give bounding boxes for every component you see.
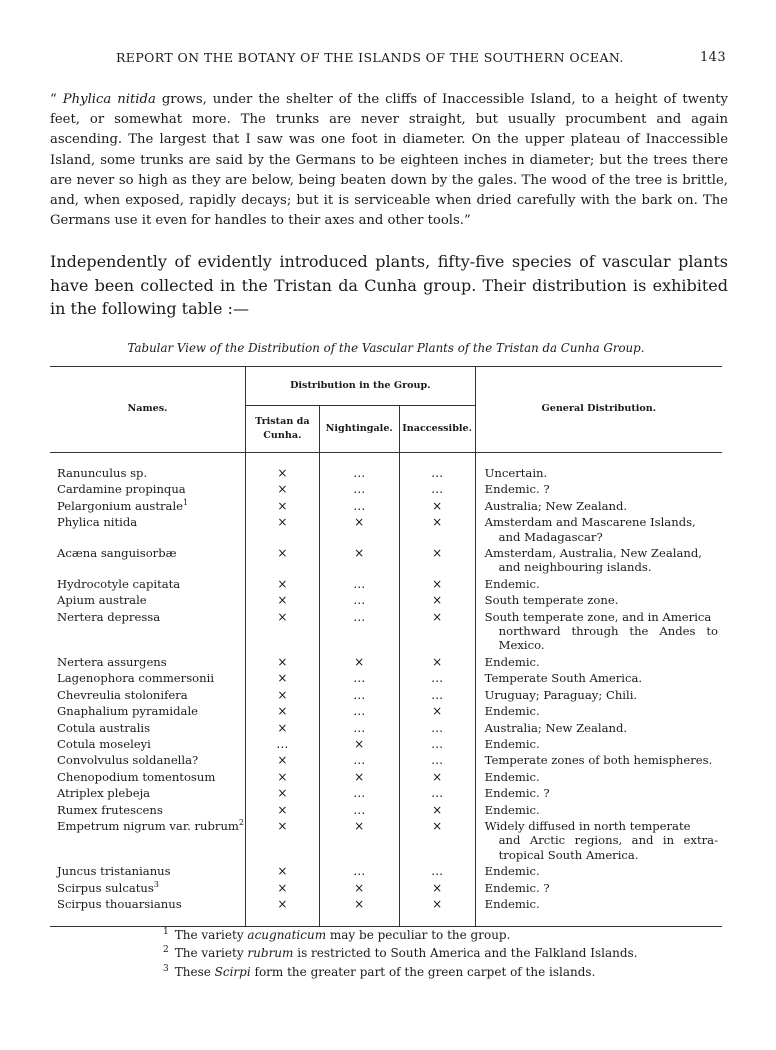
cell-tristan: ×	[246, 545, 320, 576]
cell-nightingale: …	[319, 802, 399, 818]
cell-general-distribution: Uncertain.	[475, 465, 722, 481]
cell-general-distribution: Endemic. ?	[475, 880, 722, 896]
plant-name: Atriplex plebeja	[57, 786, 151, 801]
table-row	[50, 592, 722, 608]
plant-name: Pelargonium australe$^1$	[57, 497, 189, 513]
col-header-general: General Distribution.	[475, 367, 722, 453]
cell-inaccessible: ×	[399, 514, 475, 545]
footnote: $^1$ The variety acugnaticum may be peculiar to the group.	[163, 927, 511, 942]
table-row	[50, 498, 722, 514]
table-row	[50, 703, 722, 719]
cell-general-distribution: South temperate zone, and in America northward through the Andes to Mexico.	[475, 609, 722, 654]
cell-inaccessible: …	[399, 752, 475, 768]
cell-general-distribution: Endemic.	[475, 654, 722, 670]
cell-nightingale: …	[319, 498, 399, 514]
cell-general-distribution: Endemic. ?	[475, 785, 722, 801]
plant-name: Apium australe	[57, 593, 147, 608]
cell-nightingale: …	[319, 592, 399, 608]
cell-inaccessible: ×	[399, 498, 475, 514]
cell-tristan: ×	[246, 592, 320, 608]
cell-inaccessible: …	[399, 785, 475, 801]
plant-name: Gnaphalium pyramidale	[57, 704, 199, 719]
cell-inaccessible: …	[399, 736, 475, 752]
cell-general-distribution: Endemic.	[475, 802, 722, 818]
plant-name: Cotula australis	[57, 720, 151, 735]
cell-inaccessible: ×	[399, 818, 475, 863]
table-row	[50, 880, 722, 896]
table-caption: Tabular View of the Distribution of the Vascular Plants of the Tristan da Cunha Group.	[127, 341, 645, 355]
cell-inaccessible: …	[399, 670, 475, 686]
plant-name: Acæna sanguisorbæ	[57, 546, 177, 561]
table-row	[50, 752, 722, 768]
cell-general-distribution: Widely diffused in north temperate and Arctic regions, and in extra-tropical South America.	[475, 818, 722, 863]
cell-tristan: ×	[246, 465, 320, 481]
cell-nightingale: ×	[319, 818, 399, 863]
cell-nightingale: …	[319, 703, 399, 719]
cell-general-distribution: Temperate zones of both hemispheres.	[475, 752, 722, 768]
cell-tristan: ×	[246, 654, 320, 670]
col-header-nightingale: Nightingale.	[319, 406, 399, 453]
table-row	[50, 896, 722, 912]
cell-nightingale: ×	[319, 896, 399, 912]
cell-inaccessible: ×	[399, 545, 475, 576]
footnotes	[163, 926, 638, 981]
cell-nightingale: ×	[319, 769, 399, 785]
cell-general-distribution: Endemic.	[475, 769, 722, 785]
cell-tristan: ×	[246, 880, 320, 896]
cell-general-distribution: Temperate South America.	[475, 670, 722, 686]
cell-nightingale: ×	[319, 736, 399, 752]
cell-nightingale: ×	[319, 880, 399, 896]
cell-general-distribution: Uruguay; Paraguay; Chili.	[475, 687, 722, 703]
cell-tristan: ×	[246, 802, 320, 818]
table-row	[50, 720, 722, 736]
cell-general-distribution: Endemic.	[475, 703, 722, 719]
cell-general-distribution: Australia; New Zealand.	[475, 720, 722, 736]
col-header-tristan: Tristan da Cunha.	[246, 406, 320, 453]
cell-general-distribution: South temperate zone.	[475, 592, 722, 608]
cell-tristan: ×	[246, 863, 320, 879]
cell-tristan: ×	[246, 896, 320, 912]
cell-inaccessible: …	[399, 481, 475, 497]
cell-tristan: ×	[246, 481, 320, 497]
col-header-group: Distribution in the Group.	[246, 367, 476, 406]
cell-general-distribution: Endemic. ?	[475, 481, 722, 497]
cell-tristan: ×	[246, 785, 320, 801]
table-row	[50, 670, 722, 686]
cell-tristan: ×	[246, 687, 320, 703]
footnote: $^2$ The variety rubrum is restricted to South America and the Falkland Islands.	[163, 945, 638, 961]
cell-inaccessible: …	[399, 465, 475, 481]
general-continuation: and Madagascar?	[498, 529, 603, 544]
footnote-ref: 3	[153, 879, 159, 889]
cell-inaccessible: ×	[399, 609, 475, 654]
cell-nightingale: …	[319, 465, 399, 481]
cell-tristan: ×	[246, 720, 320, 736]
cell-tristan: ×	[246, 769, 320, 785]
cell-general-distribution: Amsterdam and Mascarene Islands, and Madagascar?	[475, 514, 722, 545]
cell-inaccessible: ×	[399, 654, 475, 670]
col-header-inaccessible: Inaccessible.	[399, 406, 475, 453]
cell-nightingale: …	[319, 752, 399, 768]
cell-general-distribution: Endemic.	[475, 736, 722, 752]
cell-tristan: ×	[246, 609, 320, 654]
cell-inaccessible: …	[399, 720, 475, 736]
plant-name: Phylica nitida	[57, 515, 138, 530]
cell-tristan: ×	[246, 576, 320, 592]
table-row	[50, 736, 722, 752]
cell-tristan: ×	[246, 818, 320, 863]
general-continuation: northward through the Andes to Mexico.	[498, 624, 718, 653]
cell-tristan: ×	[246, 752, 320, 768]
cell-nightingale: …	[319, 687, 399, 703]
running-title: REPORT ON THE BOTANY OF THE ISLANDS OF THE SOUTHERN OCEAN.	[116, 50, 624, 65]
quote-text: grows, under the shelter of the cliffs of Inaccessible Island, to a height of twenty feet, or somewhat more. The trunks are never straight, but usually procumbent and again ascending. The largest that I saw was one foot in diameter. On the upper plateau of Inaccessible Island, some trunks are said by the Germans to be eighteen inches in diameter; but the trees there are never so high as they are below, being beaten down by the gales. The wood of the tree is brittle, and, when exposed, rapidly decays; but it is serviceable when dried carefully with the bark on. The Germans use it even for handles to their axes and other tools.”	[50, 92, 728, 229]
plant-name: Scirpus thouarsianus	[57, 896, 182, 911]
table-row	[50, 863, 722, 879]
cell-nightingale: …	[319, 863, 399, 879]
table-row	[50, 609, 722, 654]
table-row	[50, 802, 722, 818]
plant-name: Cardamine propinqua	[57, 482, 186, 497]
plant-name: Scirpus sulcatus$^3$	[57, 879, 159, 895]
cell-tristan: …	[246, 736, 320, 752]
cell-tristan: ×	[246, 514, 320, 545]
footnote: $^3$ These Scirpi form the greater part of the green carpet of the islands.	[163, 963, 596, 979]
plant-name: Ranunculus sp.	[57, 466, 148, 480]
table-row	[50, 465, 722, 481]
quote-open: “	[50, 92, 63, 107]
cell-nightingale: …	[319, 481, 399, 497]
cell-tristan: ×	[246, 703, 320, 719]
table-row	[50, 769, 722, 785]
plant-name: Juncus tristanianus	[57, 864, 171, 879]
table-row	[50, 514, 722, 545]
table-row	[50, 654, 722, 670]
cell-general-distribution: Endemic.	[475, 863, 722, 879]
plant-name: Cotula moseleyi	[57, 736, 151, 751]
cell-nightingale: …	[319, 609, 399, 654]
table-row	[50, 545, 722, 576]
table-row	[50, 785, 722, 801]
plant-name: Rumex frutescens	[57, 802, 163, 817]
cell-general-distribution: Australia; New Zealand.	[475, 498, 722, 514]
cell-general-distribution: Amsterdam, Australia, New Zealand, and neighbouring islands.	[475, 545, 722, 576]
cell-nightingale: ×	[319, 654, 399, 670]
table-row	[50, 818, 722, 863]
cell-tristan: ×	[246, 498, 320, 514]
general-continuation: and neighbouring islands.	[498, 560, 652, 575]
cell-inaccessible: ×	[399, 703, 475, 719]
cell-nightingale: ×	[319, 514, 399, 545]
intro-paragraph: Independently of evidently introduced plants, fifty-five species of vascular plants have been collected in the Tristan da Cunha group. Their distribution is exhibited in the following table :—	[50, 252, 728, 318]
quote-species: Phylica nitida	[62, 92, 156, 107]
cell-inaccessible: ×	[399, 592, 475, 608]
plant-name: Convolvulus soldanella?	[57, 753, 199, 768]
cell-inaccessible: ×	[399, 769, 475, 785]
general-continuation: and Arctic regions, and in extra-tropical South America.	[498, 833, 718, 862]
cell-general-distribution: Endemic.	[475, 576, 722, 592]
page-number: 143	[699, 50, 726, 65]
cell-general-distribution: Endemic.	[475, 896, 722, 912]
footnote-ref: 2	[238, 818, 244, 828]
cell-inaccessible: ×	[399, 880, 475, 896]
plant-name: Lagenophora commersonii	[57, 671, 215, 686]
cell-inaccessible: …	[399, 687, 475, 703]
cell-nightingale: …	[319, 670, 399, 686]
table-row	[50, 481, 722, 497]
cell-nightingale: ×	[319, 545, 399, 576]
plant-name: Nertera assurgens	[57, 654, 167, 669]
cell-inaccessible: …	[399, 863, 475, 879]
plant-name: Hydrocotyle capitata	[57, 576, 181, 591]
cell-nightingale: …	[319, 720, 399, 736]
plant-name: Chevreulia stolonifera	[57, 687, 188, 702]
quoted-paragraph	[50, 90, 728, 231]
cell-inaccessible: ×	[399, 896, 475, 912]
table-row	[50, 576, 722, 592]
table-row	[50, 687, 722, 703]
footnote-ref: 1	[183, 497, 189, 507]
cell-inaccessible: ×	[399, 576, 475, 592]
cell-inaccessible: ×	[399, 802, 475, 818]
cell-nightingale: …	[319, 576, 399, 592]
plant-name: Empetrum nigrum var. rubrum$^2$	[57, 818, 244, 833]
cell-tristan: ×	[246, 670, 320, 686]
cell-nightingale: …	[319, 785, 399, 801]
distribution-table	[50, 366, 722, 927]
plant-name: Nertera depressa	[57, 609, 161, 624]
running-header	[116, 50, 726, 68]
plant-name: Chenopodium tomentosum	[57, 769, 216, 784]
col-header-names: Names.	[127, 403, 168, 415]
